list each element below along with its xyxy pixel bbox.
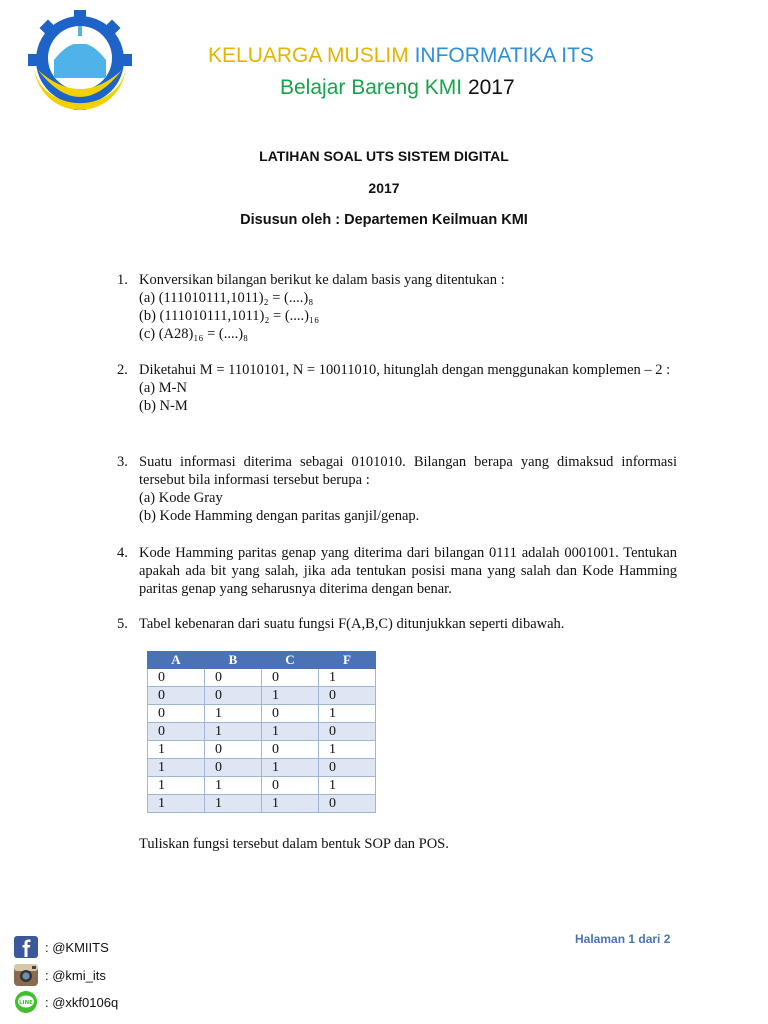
question-option: (c) (A28)₁₆ = (....)₈	[139, 326, 249, 342]
question-5	[117, 615, 677, 633]
event-name-part1: Belajar Bareng KMI	[280, 76, 463, 99]
table-cell: 0	[205, 687, 262, 705]
table-cell: 1	[205, 777, 262, 795]
table-cell: 0	[262, 705, 319, 723]
facebook-icon	[12, 935, 39, 959]
document-year: 2017	[368, 180, 400, 196]
question-2	[117, 361, 677, 415]
question-number: 1.	[117, 272, 128, 288]
table-cell: 1	[262, 759, 319, 777]
table-row	[148, 687, 376, 705]
table-cell: 0	[148, 687, 205, 705]
document-title: LATIHAN SOAL UTS SISTEM DIGITAL	[259, 148, 509, 164]
facebook-handle: : @KMIITS	[45, 939, 109, 955]
table-row	[148, 777, 376, 795]
table-row	[148, 759, 376, 777]
instagram-handle: : @kmi_its	[45, 967, 106, 983]
question-3	[117, 453, 677, 525]
table-cell: 0	[262, 669, 319, 687]
table-cell: 1	[205, 795, 262, 813]
table-cell: 0	[205, 669, 262, 687]
table-cell: 1	[148, 777, 205, 795]
social-instagram[interactable]	[12, 963, 106, 987]
table-row	[148, 705, 376, 723]
table-cell: 1	[319, 777, 376, 795]
social-facebook[interactable]	[12, 935, 109, 959]
table-cell: 1	[262, 723, 319, 741]
question-option: (a) (111010111,1011)₂ = (....)₈	[139, 290, 314, 306]
line-handle: : @xkf0106q	[45, 994, 119, 1010]
table-cell: 0	[205, 741, 262, 759]
table-row	[148, 741, 376, 759]
table-row	[148, 795, 376, 813]
line-icon	[12, 990, 39, 1014]
question-option: (a) Kode Gray	[139, 490, 223, 506]
table-cell: 1	[319, 705, 376, 723]
question-number: 3.	[117, 454, 128, 470]
table-cell: 0	[262, 777, 319, 795]
question-option: (a) M-N	[139, 380, 187, 396]
table-cell: 1	[148, 759, 205, 777]
question-text: Suatu informasi diterima sebagai 0101010. Bilangan berapa yang dimaksud informasi tersebut bila informasi tersebut berupa :	[139, 454, 677, 488]
kmi-logo	[24, 8, 136, 116]
org-name	[208, 44, 594, 68]
org-name-part1: KELUARGA MUSLIM	[208, 44, 409, 67]
event-name	[280, 76, 515, 100]
question-text: Tabel kebenaran dari suatu fungsi F(A,B,C) ditunjukkan seperti dibawah.	[139, 616, 565, 632]
table-cell: 1	[319, 741, 376, 759]
question-text: Diketahui M = 11010101, N = 10011010, hitunglah dengan menggunakan komplemen – 2 :	[139, 362, 671, 378]
table-cell: 1	[262, 795, 319, 813]
page-number: Halaman 1 dari 2	[575, 932, 671, 946]
table-cell: 0	[205, 759, 262, 777]
table-cell: 1	[205, 705, 262, 723]
table-cell: 1	[205, 723, 262, 741]
column-header: B	[205, 652, 262, 669]
table-cell: 1	[148, 795, 205, 813]
table-cell: 0	[319, 795, 376, 813]
question-number: 4.	[117, 545, 128, 561]
table-cell: 1	[319, 669, 376, 687]
event-year: 2017	[467, 76, 515, 99]
org-name-part2: INFORMATIKA ITS	[414, 44, 594, 67]
table-header-row	[148, 652, 376, 669]
question-number: 5.	[117, 616, 128, 632]
table-row	[148, 669, 376, 687]
table-cell: 1	[148, 741, 205, 759]
truth-table	[147, 651, 376, 813]
column-header: F	[319, 652, 376, 669]
table-cell: 0	[148, 705, 205, 723]
column-header: C	[262, 652, 319, 669]
question-option: (b) (111010111,1011)₂ = (....)₁₆	[139, 308, 320, 324]
question-4	[117, 544, 677, 598]
column-header: A	[148, 652, 205, 669]
question-number: 2.	[117, 362, 128, 378]
question-option: (b) N-M	[139, 398, 188, 414]
table-cell: 1	[262, 687, 319, 705]
question-text: Konversikan bilangan berikut ke dalam basis yang ditentukan :	[139, 272, 505, 288]
question-text: Kode Hamming paritas genap yang diterima dari bilangan 0111 adalah 0001001. Tentukan apakah ada bit yang salah, jika ada tentukan posisi mana yang salah dan Kode Hamming paritas genap yang seharusnya diterima dengan benar.	[139, 545, 677, 597]
question-1	[117, 271, 677, 343]
table-cell: 0	[262, 741, 319, 759]
table-cell: 0	[319, 723, 376, 741]
table-cell: 0	[319, 687, 376, 705]
table-cell: 0	[319, 759, 376, 777]
table-instruction: Tuliskan fungsi tersebut dalam bentuk SOP dan POS.	[139, 836, 449, 852]
table-cell: 0	[148, 669, 205, 687]
table-row	[148, 723, 376, 741]
social-line[interactable]	[12, 990, 118, 1014]
document-author: Disusun oleh : Departemen Keilmuan KMI	[240, 212, 528, 228]
question-option: (b) Kode Hamming dengan paritas ganjil/genap.	[139, 508, 420, 524]
svg-text:LINE: LINE	[18, 1000, 33, 1006]
instagram-icon	[12, 963, 39, 987]
table-cell: 0	[148, 723, 205, 741]
